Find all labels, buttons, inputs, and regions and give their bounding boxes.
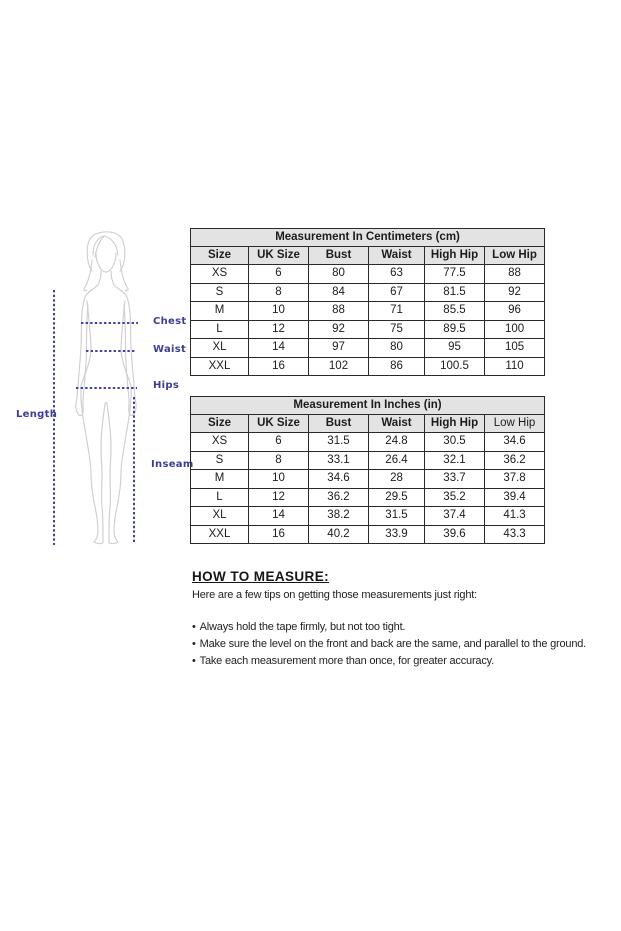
cell: 8 <box>249 451 309 470</box>
cell: 88 <box>485 265 545 284</box>
cell: 40.2 <box>309 525 369 544</box>
length-label: Length <box>16 409 58 420</box>
cell: 14 <box>249 339 309 358</box>
cell: 92 <box>485 283 545 302</box>
cell: 31.5 <box>309 433 369 452</box>
table-row <box>191 339 545 358</box>
cell: XL <box>191 507 249 526</box>
cell: 81.5 <box>425 283 485 302</box>
cell: 38.2 <box>309 507 369 526</box>
table-row <box>191 302 545 321</box>
bullet-icon: • <box>192 638 196 650</box>
table-title-row <box>191 229 545 247</box>
cell: XL <box>191 339 249 358</box>
header-row <box>191 415 545 433</box>
chest-label: Chest <box>153 316 187 327</box>
header-row <box>191 247 545 265</box>
cell: 8 <box>249 283 309 302</box>
body-outline <box>76 232 136 544</box>
cell: M <box>191 470 249 489</box>
measure-tip-text: Take each measurement more than once, for greater accuracy. <box>199 655 494 667</box>
cell: XS <box>191 433 249 452</box>
cell: 63 <box>369 265 425 284</box>
cell: 14 <box>249 507 309 526</box>
cell: S <box>191 283 249 302</box>
cell: 105 <box>485 339 545 358</box>
measure-tip <box>192 653 616 670</box>
measure-tip-text: Always hold the tape firmly, but not too tight. <box>199 621 406 633</box>
cell: 86 <box>369 357 425 376</box>
cell: 37.8 <box>485 470 545 489</box>
cell: 16 <box>249 357 309 376</box>
table-row <box>191 265 545 284</box>
cell: 29.5 <box>369 488 425 507</box>
cell: XXL <box>191 357 249 376</box>
column-header: UK Size <box>249 247 309 265</box>
cm-size-table <box>190 228 545 376</box>
cell: 39.6 <box>425 525 485 544</box>
cell: 84 <box>309 283 369 302</box>
cell: L <box>191 320 249 339</box>
column-header: High Hip <box>425 247 485 265</box>
waist-label: Waist <box>153 344 187 355</box>
table-row <box>191 470 545 489</box>
how-to-measure-section <box>192 569 616 670</box>
cell: 6 <box>249 433 309 452</box>
column-header: High Hip <box>425 415 485 433</box>
cell: 36.2 <box>309 488 369 507</box>
column-header: Waist <box>369 415 425 433</box>
table-title: Measurement In Centimeters (cm) <box>191 229 545 247</box>
table-row <box>191 357 545 376</box>
column-header: Size <box>191 247 249 265</box>
cell: 24.8 <box>369 433 425 452</box>
cell: 75 <box>369 320 425 339</box>
column-header: Low Hip <box>485 247 545 265</box>
column-header: Bust <box>309 247 369 265</box>
cell: 35.2 <box>425 488 485 507</box>
cell: 10 <box>249 470 309 489</box>
cell: 6 <box>249 265 309 284</box>
table-row <box>191 320 545 339</box>
table-row <box>191 507 545 526</box>
cell: 39.4 <box>485 488 545 507</box>
cell: 34.6 <box>485 433 545 452</box>
cell: 95 <box>425 339 485 358</box>
cell: 32.1 <box>425 451 485 470</box>
cell: M <box>191 302 249 321</box>
table-title: Measurement In Inches (in) <box>191 397 545 415</box>
cell: L <box>191 488 249 507</box>
table-row <box>191 283 545 302</box>
cell: 100.5 <box>425 357 485 376</box>
cell: 110 <box>485 357 545 376</box>
cell: 92 <box>309 320 369 339</box>
cell: 102 <box>309 357 369 376</box>
cell: 80 <box>309 265 369 284</box>
column-header: Waist <box>369 247 425 265</box>
column-header: Bust <box>309 415 369 433</box>
cell: 37.4 <box>425 507 485 526</box>
cell: 33.7 <box>425 470 485 489</box>
table-row <box>191 488 545 507</box>
table-row <box>191 451 545 470</box>
measure-tip <box>192 619 616 636</box>
cell: 12 <box>249 488 309 507</box>
cell: 88 <box>309 302 369 321</box>
how-to-measure-heading: HOW TO MEASURE: <box>192 569 329 584</box>
how-to-measure-intro: Here are a few tips on getting those measurements just right: <box>192 589 477 601</box>
cell: XS <box>191 265 249 284</box>
cell: 28 <box>369 470 425 489</box>
cell: 16 <box>249 525 309 544</box>
cell: 85.5 <box>425 302 485 321</box>
in-size-table <box>190 396 545 544</box>
cell: 12 <box>249 320 309 339</box>
cell: 96 <box>485 302 545 321</box>
column-header: Size <box>191 415 249 433</box>
cell: 80 <box>369 339 425 358</box>
measure-tips-list <box>192 619 616 670</box>
cell: 36.2 <box>485 451 545 470</box>
bullet-icon: • <box>192 621 196 633</box>
column-header: Low Hip <box>485 415 545 433</box>
cell: 97 <box>309 339 369 358</box>
cell: 100 <box>485 320 545 339</box>
cell: 26.4 <box>369 451 425 470</box>
cell: 43.3 <box>485 525 545 544</box>
bullet-icon: • <box>192 655 196 667</box>
column-header: UK Size <box>249 415 309 433</box>
cell: 41.3 <box>485 507 545 526</box>
table-row <box>191 433 545 452</box>
measure-tip-text: Make sure the level on the front and back are the same, and parallel to the ground. <box>199 638 587 650</box>
cell: XXL <box>191 525 249 544</box>
cell: 89.5 <box>425 320 485 339</box>
cell: 77.5 <box>425 265 485 284</box>
table-title-row <box>191 397 545 415</box>
measure-tip <box>192 636 616 653</box>
cell: 67 <box>369 283 425 302</box>
cell: 30.5 <box>425 433 485 452</box>
cell: 34.6 <box>309 470 369 489</box>
cell: 33.9 <box>369 525 425 544</box>
cell: 10 <box>249 302 309 321</box>
cell: 71 <box>369 302 425 321</box>
cell: 31.5 <box>369 507 425 526</box>
cell: 33.1 <box>309 451 369 470</box>
table-row <box>191 525 545 544</box>
cell: S <box>191 451 249 470</box>
inseam-label: Inseam <box>151 459 194 470</box>
hips-label: Hips <box>153 380 180 391</box>
